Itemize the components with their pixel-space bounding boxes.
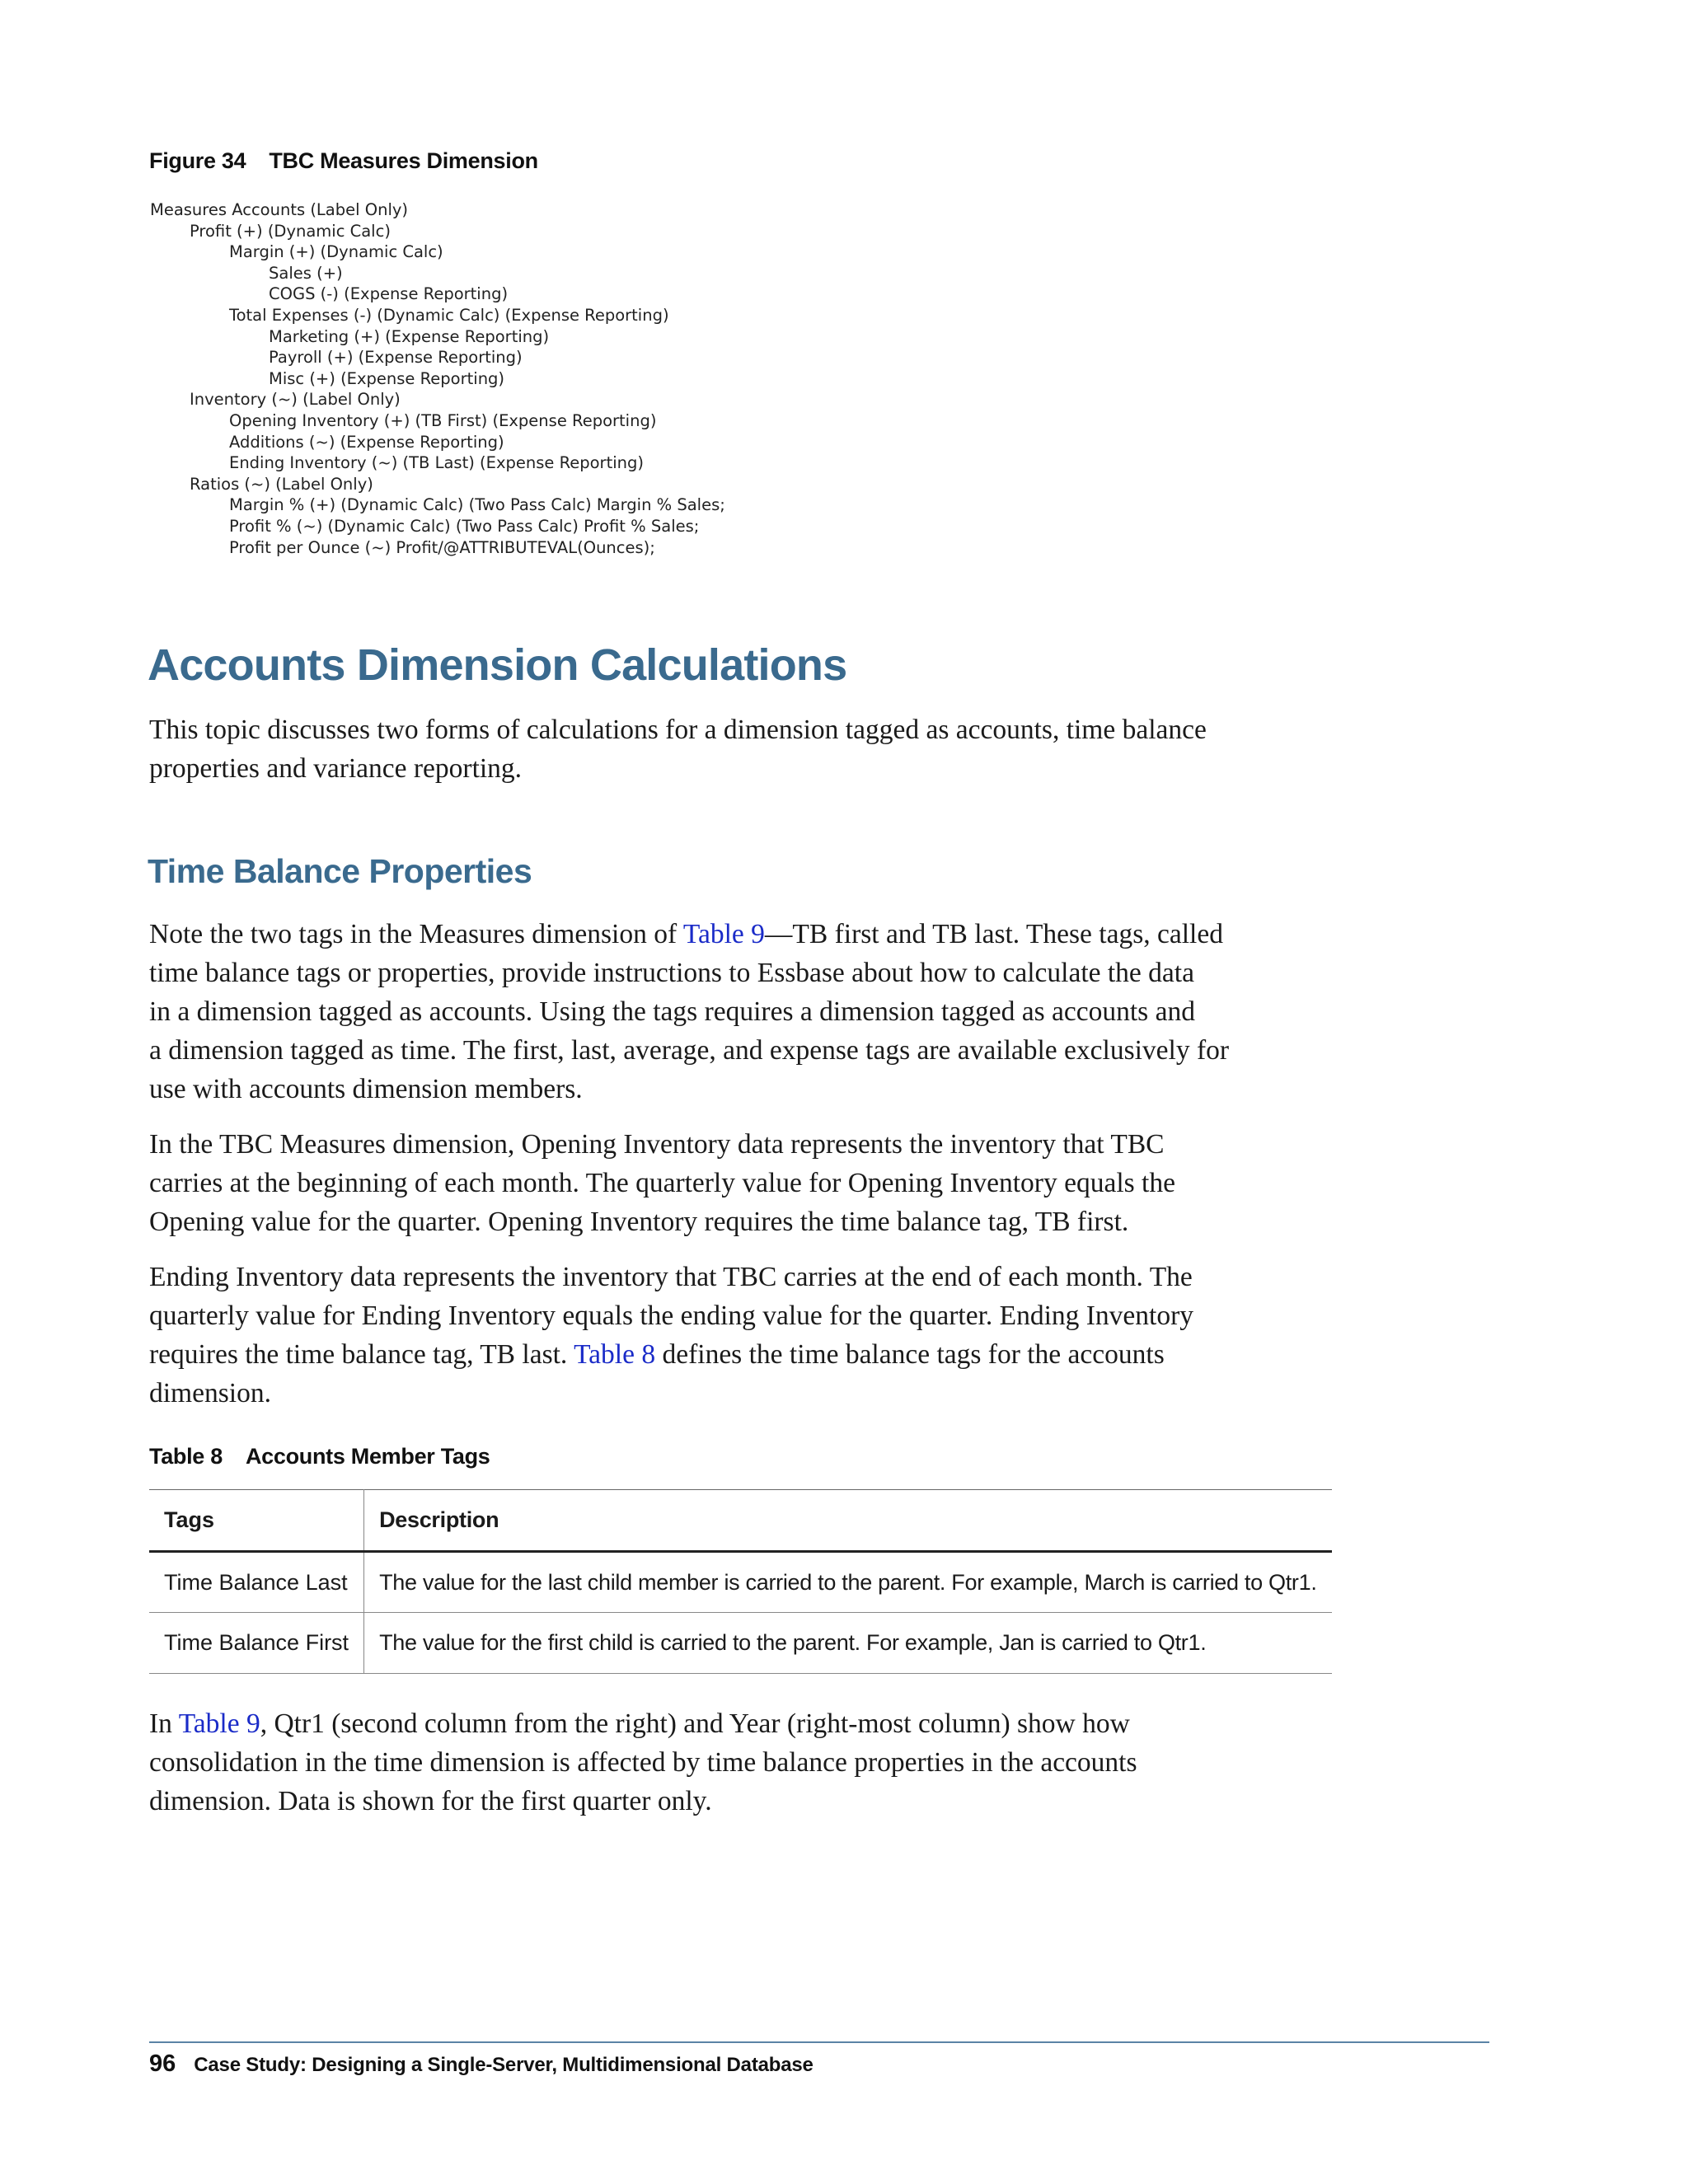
text-run: In (149, 1708, 179, 1739)
page-number: 96 (149, 2050, 176, 2077)
outline-line: Inventory (~) (Label Only) (190, 390, 401, 410)
paragraph-line: In the TBC Measures dimension, Opening Inventory data represents the inventory that TBC (149, 1129, 1165, 1160)
tag-cell: Time Balance Last (149, 1552, 364, 1613)
figure-title: TBC Measures Dimension (269, 148, 538, 173)
paragraph-line (149, 1335, 1320, 1374)
text-run: —TB first and TB last. These tags, called (764, 919, 1223, 949)
paragraph-line: use with accounts dimension members. (149, 1074, 583, 1104)
paragraph-line: in a dimension tagged as accounts. Using the tags requires a dimension tagged as accounts and (149, 996, 1195, 1027)
outline-line: Profit % (~) (Dynamic Calc) (Two Pass Calc) Profit % Sales; (229, 517, 700, 536)
paragraph-line (149, 1704, 1320, 1743)
column-header-tags: Tags (149, 1490, 364, 1552)
outline-line: COGS (-) (Expense Reporting) (269, 284, 509, 304)
paragraph-line: carries at the beginning of each month. The quarterly value for Opening Inventory equals the (149, 1168, 1175, 1198)
outline-line: Margin % (+) (Dynamic Calc) (Two Pass Calc) Margin % Sales; (229, 495, 725, 515)
table-number: Table 8 (149, 1444, 223, 1469)
ending-inventory-paragraph (149, 1258, 1320, 1413)
footer-title: Case Study: Designing a Single-Server, Multidimensional Database (194, 2054, 814, 2076)
outline-line: Measures Accounts (Label Only) (150, 200, 409, 219)
outline-line: Additions (~) (Expense Reporting) (229, 432, 504, 452)
paragraph-line: consolidation in the time dimension is affected by time balance properties in the accounts (149, 1747, 1137, 1778)
table-header-row (149, 1490, 1332, 1552)
outline-line: Sales (+) (269, 263, 343, 283)
table-row (149, 1613, 1332, 1674)
page-footer (149, 2050, 814, 2078)
section-heading: Accounts Dimension Calculations (148, 640, 847, 690)
text-run: requires the time balance tag, TB last. (149, 1339, 574, 1370)
outline-line: Misc (+) (Expense Reporting) (269, 368, 505, 388)
paragraph-line: Opening value for the quarter. Opening Inventory requires the time balance tag, TB first. (149, 1207, 1129, 1237)
text-run: Note the two tags in the Measures dimension of (149, 919, 683, 949)
accounts-member-tags-table (149, 1489, 1332, 1674)
table-9-link[interactable]: Table 9 (178, 1708, 260, 1739)
outline-line: Opening Inventory (+) (TB First) (Expense Reporting) (229, 411, 657, 430)
outline-line: Ending Inventory (~) (TB Last) (Expense Reporting) (229, 453, 644, 473)
outline-line: Ratios (~) (Label Only) (190, 474, 373, 494)
figure-number: Figure 34 (149, 148, 246, 173)
table-9-link[interactable]: Table 9 (682, 919, 765, 949)
tag-cell: Time Balance First (149, 1613, 364, 1674)
paragraph-line: time balance tags or properties, provide instructions to Essbase about how to calculate the data (149, 958, 1194, 988)
text-run: , Qtr1 (second column from the right) and Year (right-most column) show how (260, 1708, 1130, 1739)
table-caption (149, 1444, 490, 1469)
paragraph-line: quarterly value for Ending Inventory equals the ending value for the quarter. Ending Inventory (149, 1301, 1194, 1331)
table-title: Accounts Member Tags (245, 1444, 490, 1469)
paragraph-line: dimension. (149, 1378, 271, 1408)
outline-line: Profit (+) (Dynamic Calc) (190, 221, 391, 241)
description-cell: The value for the last child member is carried to the parent. For example, March is carried to Qtr1. (379, 1569, 1317, 1595)
outline-line: Marketing (+) (Expense Reporting) (269, 326, 550, 346)
paragraph-line: a dimension tagged as time. The first, last, average, and expense tags are available exclusively for (149, 1035, 1230, 1066)
paragraph-line (149, 915, 1320, 954)
outline-line: Payroll (+) (Expense Reporting) (269, 348, 523, 368)
intro-paragraph (149, 710, 1320, 788)
paragraph-line: Ending Inventory data represents the inventory that TBC carries at the end of each month. The (149, 1262, 1193, 1292)
paragraph-line: dimension. Data is shown for the first quarter only. (149, 1786, 712, 1816)
outline-line: Total Expenses (-) (Dynamic Calc) (Expense Reporting) (229, 306, 669, 325)
subsection-heading: Time Balance Properties (148, 852, 532, 890)
footer-divider (149, 2041, 1489, 2043)
tags-paragraph (149, 915, 1320, 1108)
figure-caption (149, 148, 538, 174)
column-header-description: Description (379, 1507, 499, 1532)
description-cell: The value for the first child is carried to the parent. For example, Jan is carried to Qtr1. (379, 1630, 1207, 1655)
outline-line: Profit per Ounce (~) Profit/@ATTRIBUTEVAL(Ounces); (229, 537, 655, 557)
table-row (149, 1552, 1332, 1613)
table-8-link[interactable]: Table 8 (574, 1339, 656, 1370)
text-run: defines the time balance tags for the accounts (655, 1339, 1165, 1370)
consolidation-paragraph (149, 1704, 1320, 1821)
paragraph-line: properties and variance reporting. (149, 753, 523, 784)
outline-line: Margin (+) (Dynamic Calc) (229, 242, 443, 262)
paragraph-line: This topic discusses two forms of calculations for a dimension tagged as accounts, time balance (149, 715, 1207, 745)
opening-inventory-paragraph (149, 1125, 1320, 1241)
